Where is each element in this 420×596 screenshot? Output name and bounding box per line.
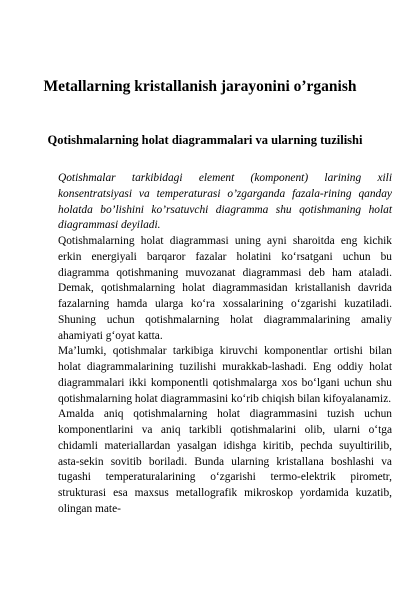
body-paragraph: Amalda aniq qotishmalarning holat diagrammasini tuzish uchun komponentlarini va aniq tarkibli qotishmalarini olib, ularni o‘tga chidamli materiallardan yasalgan idishga kiritib, pechda suyultirilib, asta-sekin sovitib boriladi. Bunda ularning kristallana boshlashi va tugashi temperaturalarining o‘zgarishi termo-elektrik pirometr, strukturasi esa maxsus metallografik mikroskop yordamida kuzatib, olingan mate- — [58, 408, 392, 515]
definition-paragraph: Qotishmalar tarkibidagi element (komponent) larining xili konsentratsiyasi va temperaturasi o’zgarganda fazala-rining qanday holatda bo’lishini ko’rsatuvchi diagramma shu qotishmaning holat diagrammasi deyiladi. — [58, 172, 392, 232]
document-body — [58, 171, 392, 518]
body-paragraph: Qotishmalarning holat diagrammasi uning ayni sharoitda eng kichik erkin energiyali barqaror fazalar holatini ko‘rsatgani uchun bu diagramma qotishmaning muvozanat diagrammasi deb ham ataladi. Demak, qotishmalarning holat diagrammasidan kristallanish davrida fazalarning hamda ularga ko‘ra xossalarining o‘zgarishi kuzatiladi. Shuning uchun qotishmalarning holat diagrammalarining amaliy ahamiyati g‘oyat katta. — [58, 235, 392, 342]
body-paragraph: Ma’lumki, qotishmalar tarkibiga kiruvchi komponentlar ortishi bilan holat diagrammalarining tuzilishi murakkab-lashadi. Eng oddiy holat diagrammalari ikki komponentli qotishmalarga xos bo‘lgani uchun shu qotishmalarning holat diagrammasini ko‘rib chiqish bilan kifoyalanamiz. — [58, 345, 392, 405]
document-title: Metallarning kristallanish jarayonini o’rganish — [43, 78, 357, 95]
section-subtitle: Qotishmalarning holat diagrammalari va ularning tuzilishi — [47, 133, 363, 147]
